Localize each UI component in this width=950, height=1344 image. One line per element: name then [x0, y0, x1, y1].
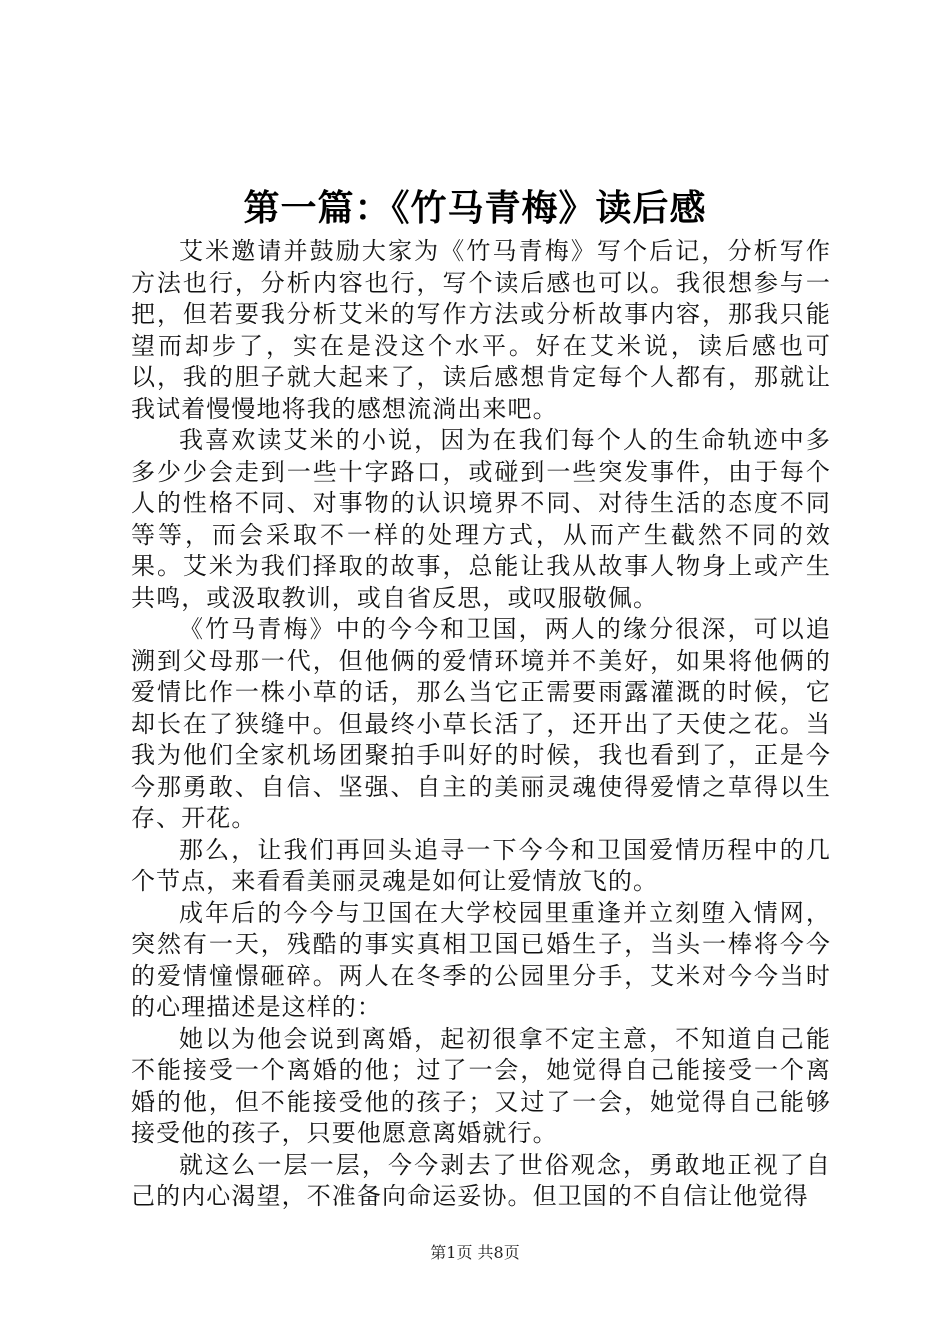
paragraph: 成年后的今今与卫国在大学校园里重逢并立刻堕入情网，突然有一天，残酷的事实真相卫国已婚生子，当头一棒将今今的爱情憧憬砸碎。两人在冬季的公园里分手，艾米对今今当时的心理描述是这样的：: [131, 898, 831, 1021]
paragraph: 她以为他会说到离婚，起初很拿不定主意，不知道自己能不能接受一个离婚的他；过了一会，她觉得自己能接受一个离婚的他，但不能接受他的孩子；又过了一会，她觉得自己能够接受他的孩子，只要他愿意离婚就行。: [131, 1024, 831, 1147]
document-title: 第一篇：《竹马青梅》读后感: [243, 187, 707, 229]
paragraph: 艾米邀请并鼓励大家为《竹马青梅》写个后记，分析写作方法也行，分析内容也行，写个读后感也可以。我很想参与一把，但若要我分析艾米的写作方法或分析故事内容，那我只能望而却步了，实在是没这个水平。好在艾米说，读后感也可以，我的胆子就大起来了，读后感想肯定每个人都有，那就让我试着慢慢地将我的感想流淌出来吧。: [131, 237, 831, 423]
paragraph: 《竹马青梅》中的今今和卫国，两人的缘分很深，可以追溯到父母那一代，但他俩的爱情环境并不美好，如果将他俩的爱情比作一株小草的话，那么当它正需要雨露灌溉的时候，它却长在了狭缝中。但最终小草长活了，还开出了天使之花。当我为他们全家机场团聚拍手叫好的时候，我也看到了，正是今今那勇敢、自信、坚强、自主的美丽灵魂使得爱情之草得以生存、开花。: [131, 615, 831, 832]
paragraph: 我喜欢读艾米的小说，因为在我们每个人的生命轨迹中多多少少会走到一些十字路口，或碰到一些突发事件，由于每个人的性格不同、对事物的认识境界不同、对待生活的态度不同等等，而会采取不一样的处理方式，从而产生截然不同的效果。艾米为我们择取的故事，总能让我从故事人物身上或产生共鸣，或汲取教训，或自省反思，或叹服敬佩。: [131, 426, 831, 612]
document-body: [131, 236, 831, 1213]
paragraph: 那么，让我们再回头追寻一下今今和卫国爱情历程中的几个节点，来看看美丽灵魂是如何让爱情放飞的。: [131, 835, 831, 895]
page-footer: 第1页 共8页: [430, 1243, 520, 1262]
paragraph: 就这么一层一层，今今剥去了世俗观念，勇敢地正视了自己的内心渴望，不准备向命运妥协。但卫国的不自信让他觉得: [131, 1150, 831, 1210]
